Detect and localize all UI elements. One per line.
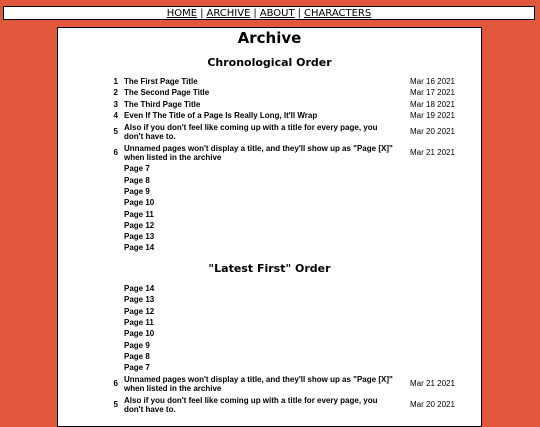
archive-row xyxy=(58,242,483,253)
page-title-link[interactable]: Page 12 xyxy=(124,306,155,316)
page-title-link[interactable]: Unnamed pages won't display a title, and they'll show up as "Page [X]" when listed in the archive xyxy=(124,374,393,393)
archive-row xyxy=(58,351,483,362)
page-date: Mar 21 2021 xyxy=(410,379,455,389)
archive-row xyxy=(58,208,483,219)
page-date: Mar 20 2021 xyxy=(410,400,455,410)
archive-row xyxy=(58,306,483,317)
page-title-link[interactable]: Also if you don't feel like coming up with a title for every page, you don't have to. xyxy=(124,395,378,414)
archive-row xyxy=(58,186,483,197)
archive-row xyxy=(58,373,483,394)
page-title-link[interactable]: Page 8 xyxy=(124,175,150,185)
page-title-link[interactable]: Page 9 xyxy=(124,186,150,196)
archive-panel xyxy=(57,27,482,427)
archive-row xyxy=(58,197,483,208)
page-number: 2 xyxy=(113,88,118,98)
section-heading-chronological: Chronological Order xyxy=(207,56,332,69)
chronological-list xyxy=(58,76,483,254)
archive-row xyxy=(58,121,483,142)
nav-separator: | xyxy=(200,7,204,19)
page-number: 6 xyxy=(113,379,118,389)
page-number: 5 xyxy=(113,400,118,410)
nav-characters-link[interactable]: CHARACTERS xyxy=(303,7,372,19)
page-title-link[interactable]: Page 9 xyxy=(124,340,150,350)
page-title-link[interactable]: Also if you don't feel like coming up with a title for every page, you don't have to. xyxy=(124,122,378,141)
nav-home-link[interactable]: HOME xyxy=(166,7,198,19)
archive-row xyxy=(58,142,483,163)
page-number: 1 xyxy=(113,77,118,87)
archive-row xyxy=(58,231,483,242)
page-title-link[interactable]: Page 12 xyxy=(124,220,155,230)
latest-first-list xyxy=(58,283,483,415)
archive-row xyxy=(58,362,483,373)
nav-separator: | xyxy=(253,7,257,19)
page-date: Mar 18 2021 xyxy=(410,99,455,109)
page-title-link[interactable]: The Third Page Title xyxy=(124,99,201,109)
page-title-link[interactable]: Page 10 xyxy=(124,198,155,208)
page-date: Mar 21 2021 xyxy=(410,148,455,158)
archive-row xyxy=(58,283,483,294)
page-number: 4 xyxy=(113,111,118,121)
archive-row xyxy=(58,87,483,98)
page-title-link[interactable]: Page 7 xyxy=(124,164,150,174)
page-date: Mar 19 2021 xyxy=(410,111,455,121)
archive-row xyxy=(58,317,483,328)
archive-row xyxy=(58,174,483,185)
page-title-link[interactable]: Page 11 xyxy=(124,318,154,328)
nav-separator: | xyxy=(297,7,301,19)
page-title-link[interactable]: Page 14 xyxy=(124,243,155,253)
page-title-link[interactable]: Page 14 xyxy=(124,284,155,294)
page-date: Mar 16 2021 xyxy=(410,77,455,87)
page-title: Archive xyxy=(237,29,302,47)
page-date: Mar 20 2021 xyxy=(410,127,455,137)
archive-row xyxy=(58,220,483,231)
page-title-link[interactable]: Page 11 xyxy=(124,209,154,219)
top-navigation xyxy=(3,6,535,20)
archive-row xyxy=(58,294,483,305)
nav-archive-link[interactable]: ARCHIVE xyxy=(206,7,251,19)
archive-row xyxy=(58,328,483,339)
page-number: 6 xyxy=(113,148,118,158)
page-number: 3 xyxy=(113,99,118,109)
archive-row xyxy=(58,163,483,174)
page-number: 5 xyxy=(113,127,118,137)
archive-row xyxy=(58,76,483,87)
page-title-link[interactable]: The Second Page Title xyxy=(124,88,210,98)
section-heading-latest: "Latest First" Order xyxy=(208,262,331,275)
page-title-link[interactable]: Page 13 xyxy=(124,295,155,305)
archive-row xyxy=(58,99,483,110)
archive-row xyxy=(58,110,483,121)
page-date: Mar 17 2021 xyxy=(410,88,455,98)
page-title-link[interactable]: Page 7 xyxy=(124,363,150,373)
page-title-link[interactable]: Even If The Title of a Page Is Really Long, It'll Wrap xyxy=(124,111,318,121)
archive-row xyxy=(58,339,483,350)
nav-about-link[interactable]: ABOUT xyxy=(259,7,295,19)
page-title-link[interactable]: Page 10 xyxy=(124,329,155,339)
page-title-link[interactable]: Page 8 xyxy=(124,351,150,361)
page-title-link[interactable]: Unnamed pages won't display a title, and they'll show up as "Page [X]" when listed in the archive xyxy=(124,143,393,162)
page-title-link[interactable]: Page 13 xyxy=(124,232,155,242)
page-title-link[interactable]: The First Page Title xyxy=(124,77,198,87)
